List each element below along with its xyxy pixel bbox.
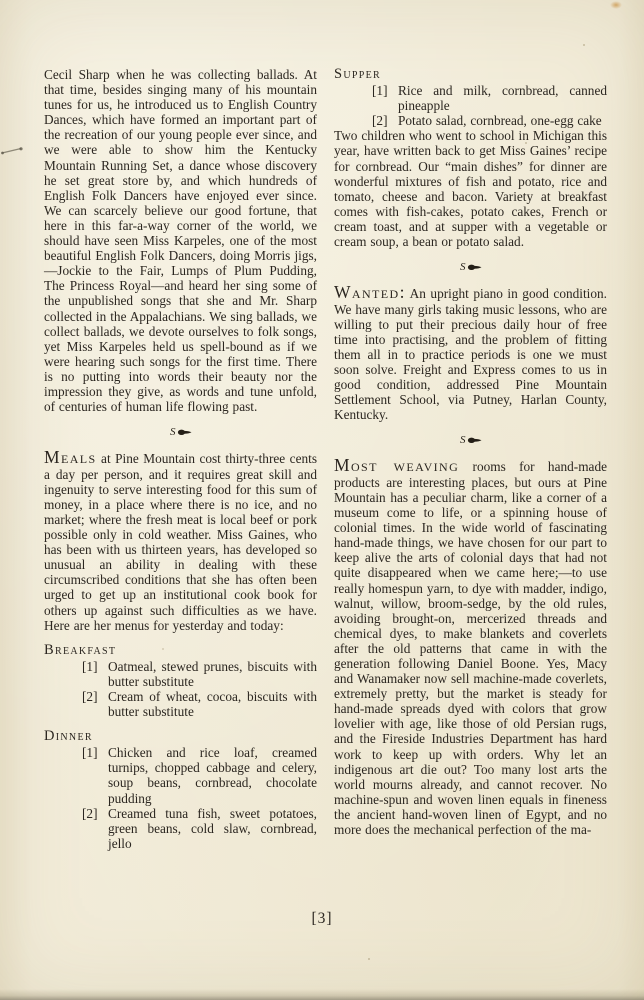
meals-body: at Pine Mountain cost thirty-three cents a day per person, and it requires great skill and ingenuity to serve interesting food for this sum of money, in a place where there is no ice, and no market; where the fresh meat is local beef or pork possible only in cold weather. Miss Gaines, who has been with us thirteen years, has developed so unusual an ability in dealing with these circumscribed conditions that she has often been urged to get up an institutional cook book for others up against such difficulties as we have. Here are her menus for yesterday and today: xyxy=(44,451,317,633)
paragraph-wanted xyxy=(334,284,607,422)
paper-speck xyxy=(583,44,585,46)
supper-heading: Supper xyxy=(334,66,381,82)
menu-item xyxy=(44,659,317,689)
item-marker: [2] xyxy=(82,805,98,821)
item-text: Potato salad, cornbread, one-egg cake xyxy=(398,113,602,129)
item-text: Chicken and rice loaf, creamed turnips, chopped cabbage and celery, soup beans, cornbread, chocolate pudding xyxy=(108,745,317,806)
section-divider-ornament xyxy=(44,425,317,439)
item-marker: [2] xyxy=(82,688,98,704)
svg-text:S: S xyxy=(459,261,465,274)
item-marker: [1] xyxy=(372,83,388,99)
menu-item xyxy=(44,745,317,805)
wanted-body: An upright piano in good condition. We have many girls taking music lessons, who are willing to put their precious daily hour of free time into practising, and the problem of fitting them all in to practice periods is one we must soon solve. Freight and Express comes to us in good condition, addressed Pine Mountain Settlement School, via Putney, Harlan County, Kentucky. xyxy=(334,286,607,423)
fleuron-icon xyxy=(460,260,482,273)
item-marker: [1] xyxy=(82,658,98,674)
paragraph-weaving xyxy=(334,457,607,837)
item-marker: [1] xyxy=(82,745,98,761)
wanted-lead: Wanted: xyxy=(334,282,406,303)
dinner-heading: Dinner xyxy=(44,728,93,745)
meals-lead: Meals xyxy=(44,447,97,468)
page-bottom-edge xyxy=(0,989,644,1000)
item-text: Rice and milk, cornbread, canned pineapple xyxy=(398,83,607,114)
paper-speck xyxy=(368,958,370,960)
item-text: Creamed tuna fish, sweet potatoes, green beans, cold slaw, cornbread, jello xyxy=(108,805,317,851)
staple-mark-icon xyxy=(0,142,26,160)
right-column xyxy=(334,67,607,851)
supper-menu xyxy=(334,67,607,128)
breakfast-menu xyxy=(44,643,317,719)
paragraph-meals xyxy=(44,449,317,633)
section-divider-ornament xyxy=(334,433,607,447)
left-column xyxy=(44,67,317,851)
svg-text:S: S xyxy=(459,434,465,447)
menu-item xyxy=(334,113,607,128)
breakfast-heading: Breakfast xyxy=(44,641,117,658)
weaving-body: rooms for hand-made products are interesting places, but ours at Pine Mountain has a peculiar charm, like a corner of a museum come to life, or a spinning house of colonial times. In the wide world of fascinating hand-made things, we have chosen for our part to keep alive the arts of colonial days that had not quite disappeared when we came here;—to use really homespun yarn, to dye with madder, indigo, walnut, willow, broom-sedge, by the old rules, avoiding brought-on, mercerized threads and chemical dyes, to make blankets and coverlets after the old patterns that came in with the generation following Daniel Boone. Yes, Macy and Wanamaker now sell machine-made coverlets, extremely pretty, but the market is steady for hand-made spreads dyed with colors that grow lovelier with age, like those of old Persian rugs, and the Fireside Industries Department has hard work to keep up with orders. Why let an indigenous art die out? Too many lost arts the world mourns already, and cannot recover. No machine-spun and woven linen equals in fineness the ancient hand-woven linen of Egypt, and no more does the mechanical perfection of the ma- xyxy=(334,459,607,838)
menu-item xyxy=(44,689,317,719)
paragraph-ballads: Cecil Sharp when he was collecting ballads. At that time, besides singing many of his mountain tunes for us, he introduced us to English Country Dances, which have formed an important part of the recreation of our young people ever since, and we were able to show him the Kentucky Mountain Running Set, a dance whose discovery he set great store by, and which hundreds of English Folk Dancers have enjoyed ever since. We can scarcely believe our good fortune, that here in this far-a-way corner of the world, we should have seen Miss Karpeles, one of the most beautiful English Folk Dancers, doing Morris jigs,—Jockie to the Fair, Lumps of Plum Pudding, The Princess Royal—and heard her sing some of the unpublished songs that she and Mr. Sharp collected in the Appalachians. We sing ballads, we collect ballads, we devote ourselves to folk songs, yet Miss Karpeles held us spell-bound as if we were hearing such songs for the first time. There is no putting into words their beauty nor the impression they give, as words and tune unfold, of centuries of human life flowing past. xyxy=(44,67,317,415)
menu-item xyxy=(334,83,607,113)
item-text: Cream of wheat, cocoa, biscuits with butter substitute xyxy=(108,688,317,720)
text-columns xyxy=(44,67,607,851)
dinner-menu xyxy=(44,729,317,851)
section-divider-ornament xyxy=(334,260,607,274)
menu-item xyxy=(44,806,317,851)
page-number: [3] xyxy=(311,910,333,927)
paper-stain xyxy=(610,1,622,9)
weaving-lead: Most weaving xyxy=(334,455,460,476)
fleuron-icon xyxy=(460,433,482,446)
item-text: Oatmeal, stewed prunes, biscuits with butter substitute xyxy=(108,658,317,689)
paragraph-school-children: Two children who went to school in Michigan this year, have written back to get Miss Gaines’ recipe for cornbread. Our “main dishes” for dinner are wonderful mixtures of fish and potato, rice and tomato, cheese and bacon. Variety at breakfast comes with fish-cakes, potato cakes, French or cream toast, and at supper with a vegetable or cream soup, a bean or potato salad. xyxy=(334,128,607,250)
staple-mark xyxy=(0,142,26,160)
item-marker: [2] xyxy=(372,113,388,129)
svg-text:S: S xyxy=(169,426,175,439)
fleuron-icon xyxy=(170,425,192,438)
